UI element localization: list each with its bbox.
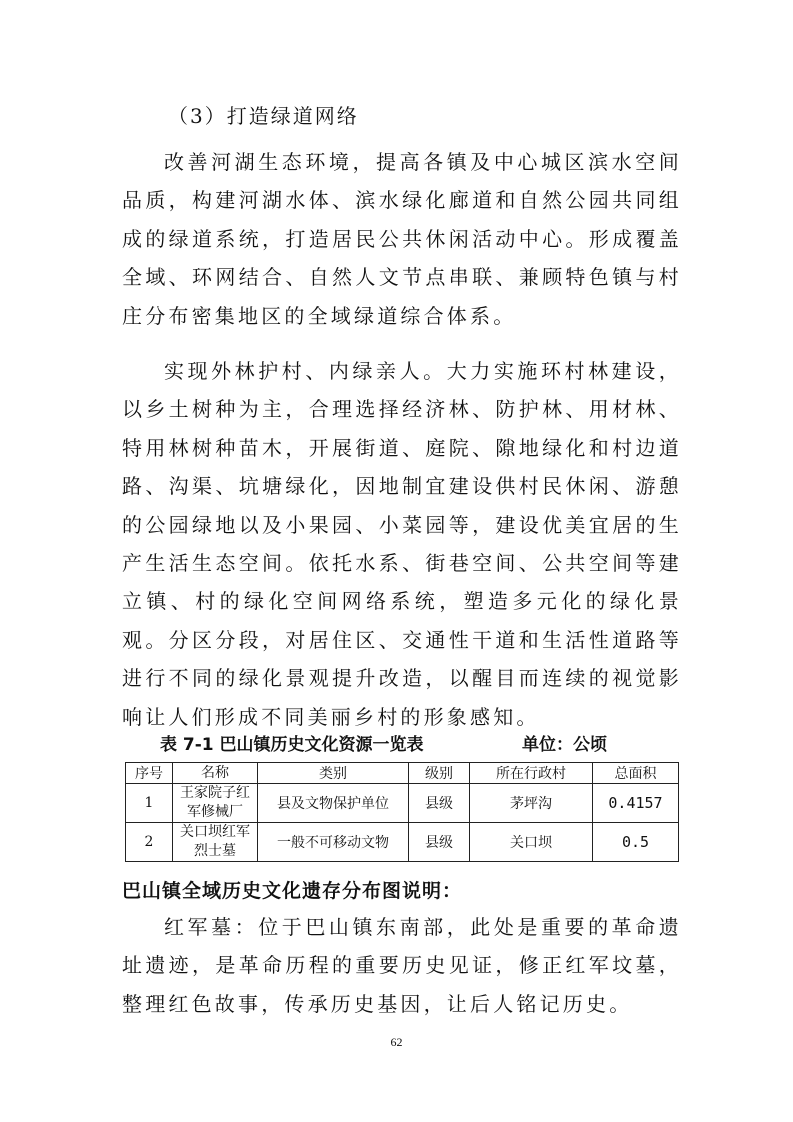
paragraph-village-greening: 实现外林护村、内绿亲人。大力实施环村林建设，以乡土树种为主，合理选择经济林、防护林、用材林、特用林树种苗木，开展街道、庭院、隙地绿化和村边道路、沟渠、坑塘绿化，因地制宜建设供村民休闲、游憩的公园绿地以及小果园、小菜园等，建设优美宜居的生产生活生态空间。依托水系、街巷空间、公共空间等建立镇、村的绿化空间网络系统，塑造多元化的绿化景观。分区分段，对居住区、交通性干道和生活性道路等进行不同的绿化景观提升改造，以醒目而连续的视觉影响让人们形成不同美丽乡村的形象感知。	[122, 359, 682, 729]
cell-name: 王家院子红军修械厂	[173, 784, 258, 823]
cell-area: 0.5	[593, 823, 679, 862]
table-row	[126, 823, 679, 862]
table-unit: 单位：公顷	[522, 735, 607, 755]
heritage-table	[125, 762, 679, 862]
cell-no: 1	[126, 784, 173, 823]
cell-level: 县级	[409, 784, 470, 823]
table-title: 表 7-1 巴山镇历史文化资源一览表	[160, 735, 424, 755]
table-caption	[160, 730, 607, 755]
header-category: 类别	[258, 763, 409, 784]
header-no: 序号	[126, 763, 173, 784]
cell-level: 县级	[409, 823, 470, 862]
cell-category: 县及文物保护单位	[258, 784, 409, 823]
subsection-heading: （3）打造绿道网络	[168, 104, 359, 128]
section-title: 巴山镇全域历史文化遗存分布图说明：	[122, 880, 463, 902]
page-number: 62	[390, 1035, 403, 1049]
cell-no: 2	[126, 823, 173, 862]
cell-village: 茅坪沟	[470, 784, 593, 823]
paragraph-greenway-system: 改善河湖生态环境，提高各镇及中心城区滨水空间品质，构建河湖水体、滨水绿化廊道和自然公园共同组成的绿道系统，打造居民公共休闲活动中心。形成覆盖全域、环网结合、自然人文节点串联、兼顾特色镇与村庄分布密集地区的全域绿道综合体系。	[122, 150, 682, 328]
table-row	[126, 784, 679, 823]
cell-area: 0.4157	[593, 784, 679, 823]
paragraph-red-army-tomb: 红军墓：位于巴山镇东南部，此处是重要的革命遗址遗迹，是革命历程的重要历史见证，修正红军坟墓，整理红色故事，传承历史基因，让后人铭记历史。	[122, 915, 682, 1016]
cell-village: 关口坝	[470, 823, 593, 862]
cell-name: 关口坝红军烈士墓	[173, 823, 258, 862]
cell-category: 一般不可移动文物	[258, 823, 409, 862]
header-area: 总面积	[593, 763, 679, 784]
header-name: 名称	[173, 763, 258, 784]
table-header-row	[126, 763, 679, 784]
header-level: 级别	[409, 763, 470, 784]
header-village: 所在行政村	[470, 763, 593, 784]
